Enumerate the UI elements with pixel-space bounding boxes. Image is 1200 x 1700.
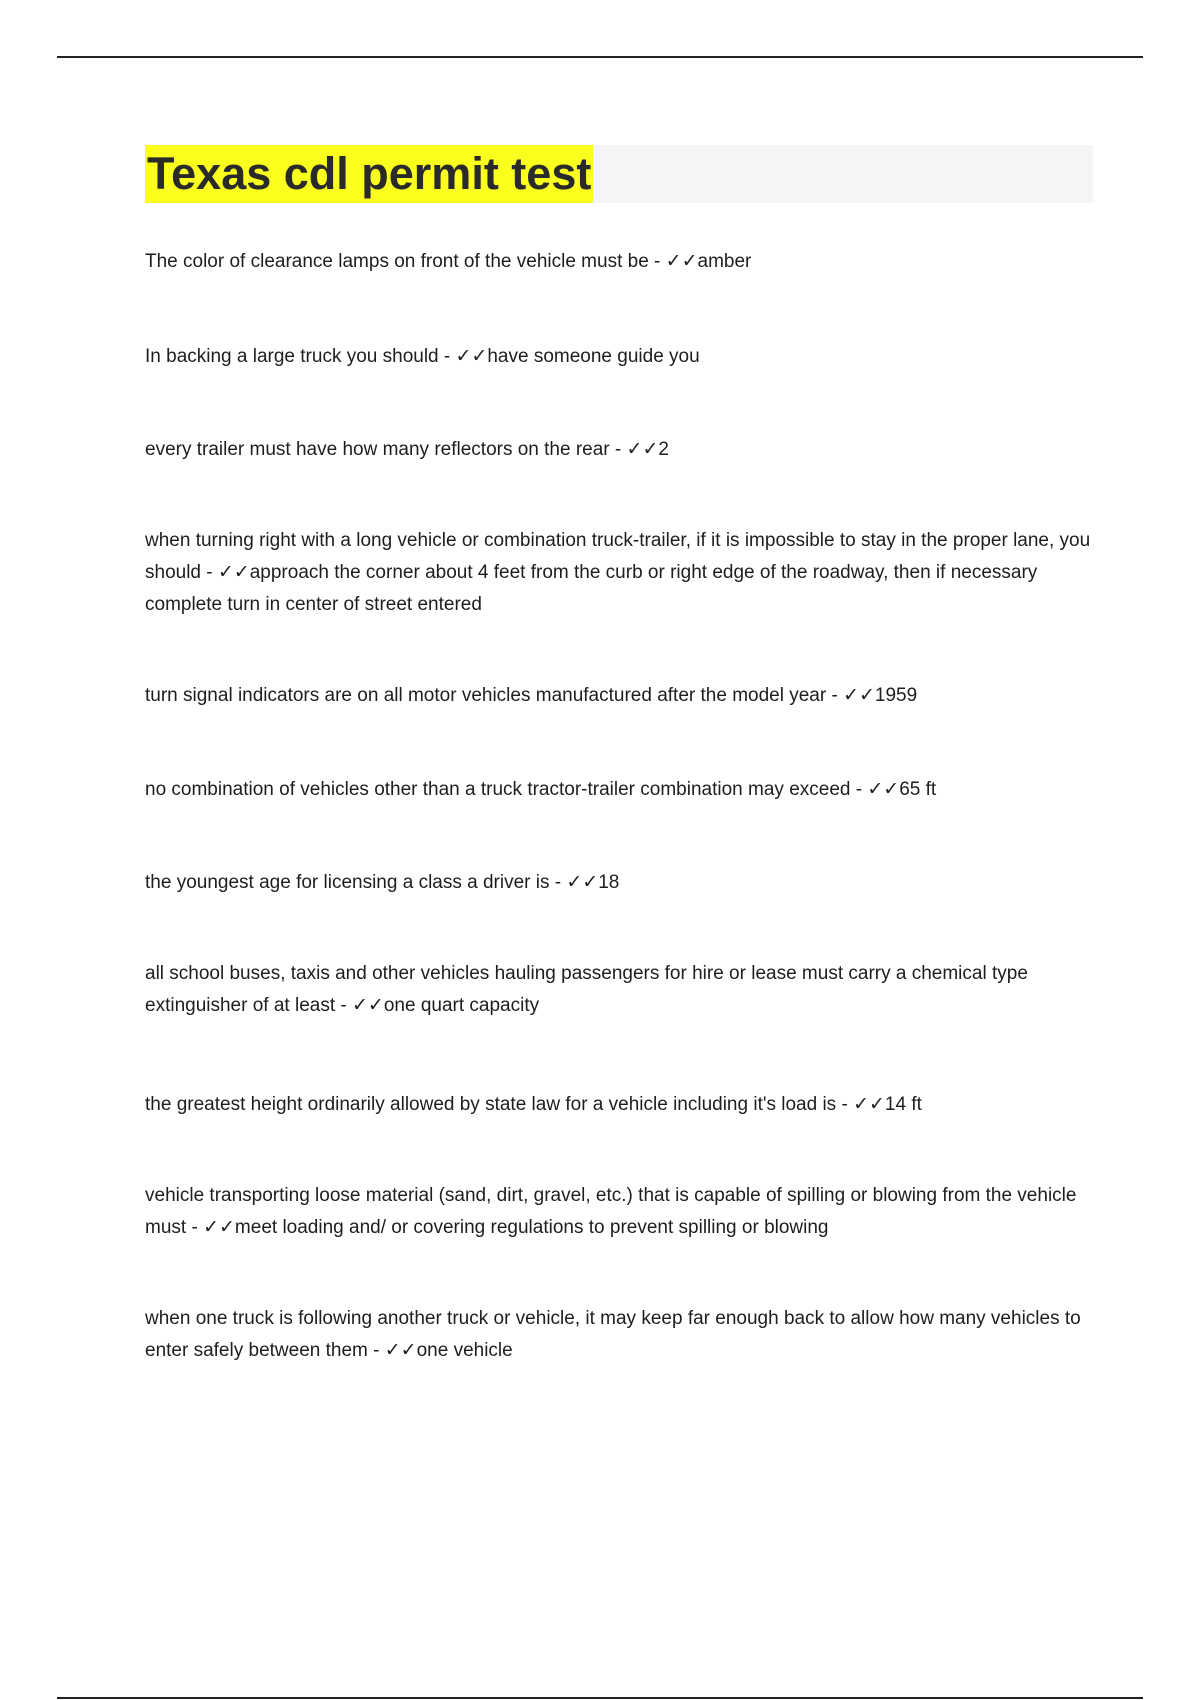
qa-item xyxy=(145,1180,1095,1244)
question-text: the greatest height ordinarily allowed by state law for a vehicle including it's load is xyxy=(145,1094,837,1115)
double-check-icon: ✓✓ xyxy=(384,1340,417,1361)
qa-item xyxy=(145,341,1095,373)
qa-item xyxy=(145,1089,1095,1121)
separator: - xyxy=(201,562,218,583)
answer-text: 2 xyxy=(658,439,669,460)
question-text: turn signal indicators are on all motor vehicles manufactured after the model year xyxy=(145,685,827,706)
separator: - xyxy=(438,346,456,367)
question-text: the youngest age for licensing a class a driver is xyxy=(145,872,550,893)
answer-text: 1959 xyxy=(874,685,918,706)
separator: - xyxy=(186,1217,204,1238)
double-check-icon: ✓✓ xyxy=(853,1094,885,1115)
answer-text: one vehicle xyxy=(416,1340,513,1361)
answer-text: amber xyxy=(697,251,752,272)
double-check-icon: ✓✓ xyxy=(352,995,384,1016)
double-check-icon: ✓✓ xyxy=(626,439,659,460)
answer-text: 14 ft xyxy=(884,1094,922,1115)
qa-item xyxy=(145,774,1095,806)
answer-text: 18 xyxy=(598,872,620,893)
qa-item xyxy=(145,867,1095,899)
separator: - xyxy=(836,1094,854,1115)
question-text: when one truck is following another truck or vehicle, it may keep far enough back to allow how many vehicles to enter safely between them xyxy=(145,1308,1081,1361)
question-text: The color of clearance lamps on front of the vehicle must be xyxy=(145,251,649,272)
answer-text: 65 ft xyxy=(899,779,937,800)
question-text: In backing a large truck you should xyxy=(145,346,439,367)
double-check-icon: ✓✓ xyxy=(455,346,488,367)
answer-text: approach the corner about 4 feet from the curb or right edge of the roadway, then if necessary complete turn in center of street entered xyxy=(145,562,1038,615)
question-text: vehicle transporting loose material (sand, dirt, gravel, etc.) that is capable of spilling or blowing from the vehicle must xyxy=(145,1185,1077,1238)
double-check-icon: ✓✓ xyxy=(566,872,599,893)
double-check-icon: ✓✓ xyxy=(203,1217,235,1238)
double-check-icon: ✓✓ xyxy=(217,562,250,583)
qa-item xyxy=(145,958,1095,1022)
top-rule xyxy=(57,56,1143,58)
separator: - xyxy=(826,685,844,706)
qa-item xyxy=(145,434,1095,466)
question-text: all school buses, taxis and other vehicles hauling passengers for hire or lease must carry a chemical type extinguisher of at least xyxy=(145,963,1028,1016)
qa-item xyxy=(145,680,1095,712)
separator: - xyxy=(367,1340,385,1361)
question-text: every trailer must have how many reflectors on the rear xyxy=(145,439,610,460)
qa-item xyxy=(145,246,1095,278)
separator: - xyxy=(850,779,868,800)
separator: - xyxy=(549,872,567,893)
qa-item xyxy=(145,525,1095,621)
separator: - xyxy=(335,995,353,1016)
separator: - xyxy=(609,439,627,460)
double-check-icon: ✓✓ xyxy=(867,779,900,800)
double-check-icon: ✓✓ xyxy=(665,251,698,272)
answer-text: meet loading and/ or covering regulations to prevent spilling or blowing xyxy=(234,1217,829,1238)
answer-text: have someone guide you xyxy=(487,346,700,367)
question-text: no combination of vehicles other than a truck tractor-trailer combination may exceed xyxy=(145,779,851,800)
qa-item xyxy=(145,1303,1095,1367)
separator: - xyxy=(648,251,666,272)
double-check-icon: ✓✓ xyxy=(843,685,875,706)
bottom-rule xyxy=(57,1697,1143,1699)
page-title: Texas cdl permit test xyxy=(145,145,593,203)
question-text: when turning right with a long vehicle or combination truck-trailer, if it is impossible to stay in the proper lane, you should xyxy=(145,530,1091,583)
answer-text: one quart capacity xyxy=(383,995,540,1016)
